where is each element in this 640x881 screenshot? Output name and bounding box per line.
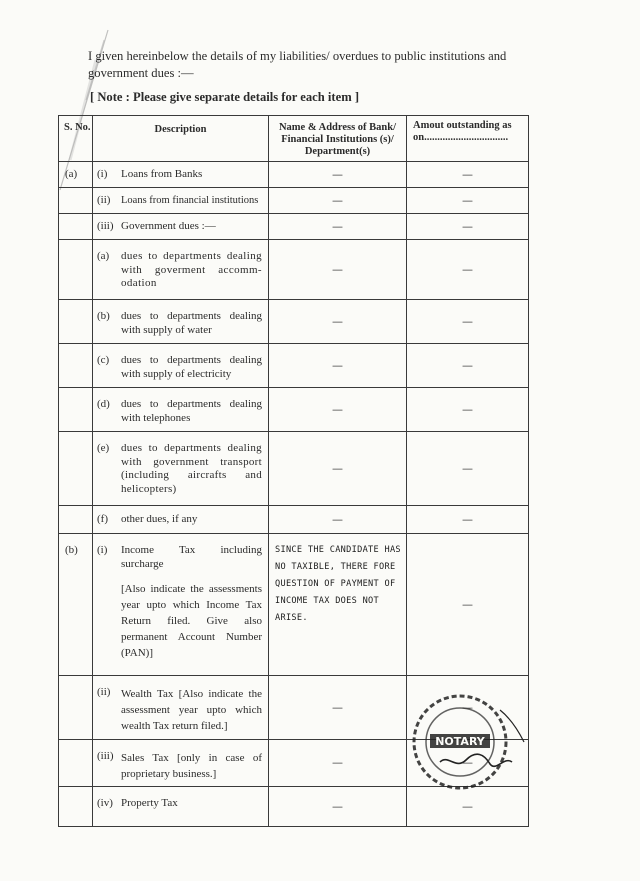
row-number: (ii): [97, 686, 111, 698]
header-amount: Amout outstanding as on................................: [407, 116, 529, 162]
row-number: (iv): [97, 797, 113, 809]
notary-seal: [400, 690, 530, 800]
row-description: Sales Tax [only in case of proprietary business.]: [121, 752, 262, 780]
row-number: (iii): [97, 220, 114, 232]
table-row: [59, 388, 529, 432]
row-number: (iii): [97, 750, 114, 762]
row-amount-value: —: [462, 314, 473, 328]
row-description: Wealth Tax [Also indicate the assessment year upto which wealth Tax return filed.]: [121, 688, 262, 732]
seal-label: NOTARY: [435, 735, 485, 748]
table-row: [59, 534, 529, 676]
table-row: [59, 162, 529, 188]
row-number: (i): [97, 544, 108, 556]
table-row: [59, 344, 529, 388]
table-row: [59, 432, 529, 506]
row-name-value: —: [332, 700, 343, 714]
row-number: (e): [97, 442, 110, 454]
row-description: Income Tax including surcharge: [121, 544, 262, 570]
header-description: Description: [93, 116, 269, 162]
row-description: Government dues :—: [121, 220, 216, 232]
row-name-value: —: [332, 756, 343, 770]
table-row: [59, 240, 529, 300]
row-amount-value: —: [462, 358, 473, 372]
row-number: (c): [97, 354, 110, 366]
table-row: [59, 506, 529, 534]
table-row: [59, 214, 529, 240]
row-number: (f): [97, 513, 108, 525]
row-description: dues to departments dealing with supply of electricity: [121, 354, 262, 380]
row-amount-value: —: [462, 461, 473, 475]
row-number: (a): [97, 250, 110, 262]
row-name-value: —: [332, 512, 343, 526]
row-amount-value: —: [462, 262, 473, 276]
note-line: [ Note : Please give separate details for each item ]: [90, 90, 360, 104]
row-sno: (a): [59, 162, 93, 188]
handwritten-statement: SINCE THE CANDIDATE HAS NO TAXIBLE, THERE FORE QUESTION OF PAYMENT OF INCOME TAX DOES NOT ARISE.: [269, 534, 407, 676]
row-name-value: —: [332, 461, 343, 475]
row-description: dues to departments dealing with supply of water: [121, 310, 262, 336]
row-amount-value: —: [462, 167, 473, 181]
row-amount-value: —: [462, 700, 473, 714]
row-amount-value: —: [462, 512, 473, 526]
row-number: (i): [97, 168, 108, 180]
row-amount-value: —: [462, 219, 473, 233]
row-name-value: —: [332, 193, 343, 207]
table-row: [59, 188, 529, 214]
intro-paragraph: I given hereinbelow the details of my liabilities/ overdues to public institutions and government dues :—: [88, 49, 507, 80]
row-amount-value: —: [462, 402, 473, 416]
row-name-value: —: [332, 219, 343, 233]
row-description: dues to departments dealing with government transport (including aircrafts and helicopters): [121, 442, 262, 495]
row-name-value: —: [332, 799, 343, 813]
row-amount-value: —: [462, 756, 473, 770]
row-amount-value: —: [462, 193, 473, 207]
row-number: (ii): [97, 194, 111, 206]
row-name-value: —: [332, 358, 343, 372]
row-number: (d): [97, 398, 110, 410]
row-name-value: —: [332, 167, 343, 181]
row-description: dues to departments dealing with telephones: [121, 398, 262, 424]
row-name-value: —: [332, 262, 343, 276]
row-name-value: —: [332, 314, 343, 328]
header-sno: S. No.: [59, 116, 93, 162]
row-description: dues to departments dealing with goverment accomm- odation: [121, 250, 262, 289]
row-description: Property Tax: [121, 797, 178, 809]
row-description: Loans from Banks: [121, 168, 203, 180]
row-description-extra: [Also indicate the assessments year upto which Income Tax Return filed. Give also permanent Account Number (PAN)]: [121, 583, 262, 659]
row-name-value: —: [332, 402, 343, 416]
row-amount-value: —: [462, 799, 473, 813]
row-description: Loans from financial institutions: [121, 195, 259, 206]
row-number: (b): [97, 310, 110, 322]
row-description: other dues, if any: [121, 513, 198, 525]
header-row: [59, 116, 529, 162]
header-name-address: Name & Address of Bank/ Financial Institutions (s)/ Department(s): [269, 116, 407, 162]
row-sno: (b): [59, 534, 93, 676]
table-row: [59, 300, 529, 344]
row-amount-value: —: [462, 597, 473, 611]
